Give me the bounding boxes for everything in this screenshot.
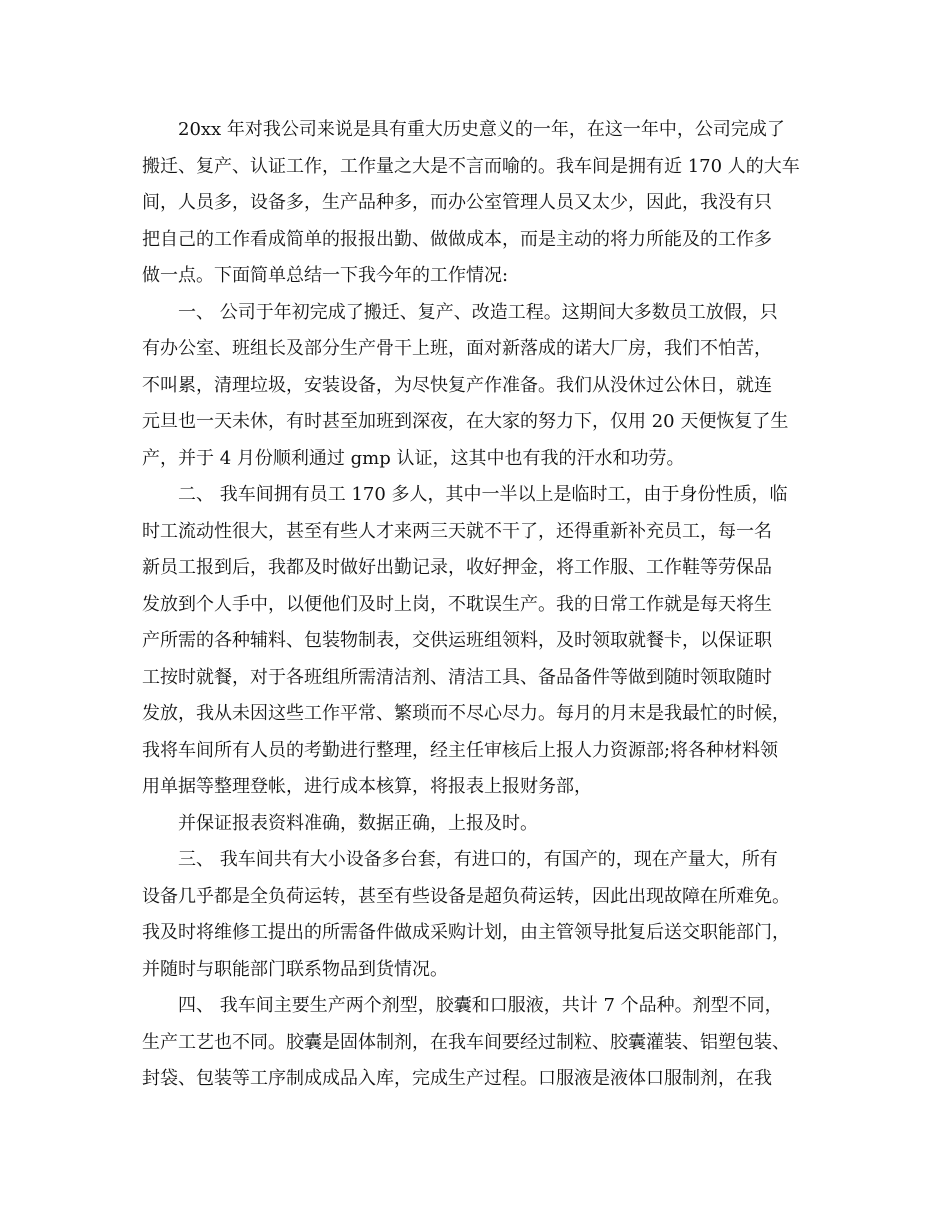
text-line: 时工流动性很大，甚至有些人才来两三天就不干了，还得重新补充员工，每一名	[142, 520, 772, 542]
text-line: 20xx 年对我公司来说是具有重大历史意义的一年，在这一年中，公司完成了	[178, 119, 785, 140]
text-line: 设备几乎都是全负荷运转，甚至有些设备是超负荷运转，因此出现故障在所难免。	[142, 885, 790, 907]
paragraph-section-3	[142, 842, 808, 988]
text-line: 产，并于 4 月份顺利通过 gmp 认证，这其中也有我的汗水和功劳。	[142, 447, 685, 469]
text-line: 产所需的各种辅料、包装物制表，交供运班组领料，及时领取就餐卡，以保证职	[142, 630, 772, 651]
paragraph-intro	[142, 112, 808, 295]
document-body	[142, 112, 808, 1098]
text-line: 我将车间所有人员的考勤进行整理，经主任审核后上报人力资源部;将各种材料领	[142, 739, 779, 761]
text-line: 把自己的工作看成简单的报报出勤、做做成本，而是主动的将力所能及的工作多	[142, 228, 772, 250]
text-line: 我及时将维修工提出的所需备件做成采购计划，由主管领导批复后送交职能部门，	[142, 922, 790, 943]
text-line: 发放到个人手中，以便他们及时上岗，不耽误生产。我的日常工作就是每天将生	[142, 593, 772, 615]
text-line: 二、 我车间拥有员工 170 多人，其中一半以上是临时工，由于身份性质，临	[178, 484, 788, 505]
text-line: 新员工报到后，我都及时做好出勤记录，收好押金，将工作服、工作鞋等劳保品	[142, 557, 772, 578]
text-line: 封袋、包装等工序制成成品入库，完成生产过程。口服液是液体口服制剂，在我	[142, 1068, 772, 1089]
paragraph-section-4	[142, 988, 808, 1098]
paragraph-section-2-continued	[142, 806, 808, 843]
text-line: 不叫累，清理垃圾，安装设备，为尽快复产作准备。我们从没休过公休日，就连	[142, 374, 772, 396]
text-line: 间，人员多，设备多，生产品种多，而办公室管理人员又太少，因此，我没有只	[142, 192, 772, 213]
text-line: 三、 我车间共有大小设备多台套，有进口的，有国产的，现在产量大，所有	[178, 849, 778, 870]
paragraph-section-1	[142, 295, 808, 478]
text-line: 并保证报表资料准确，数据正确，上报及时。	[178, 812, 538, 834]
text-line: 并随时与职能部门联系物品到货情况。	[142, 958, 448, 980]
paragraph-section-2	[142, 477, 808, 806]
text-line: 发放，我从未因这些工作平常、繁琐而不尽心尽力。每月的月末是我最忙的时候，	[142, 703, 790, 724]
text-line: 生产工艺也不同。胶囊是固体制剂，在我车间要经过制粒、胶囊灌装、铝塑包装、	[142, 1031, 790, 1053]
text-line: 元旦也一天未休，有时甚至加班到深夜，在大家的努力下，仅用 20 天便恢复了生	[142, 411, 789, 432]
text-line: 搬迁、复产、认证工作，工作量之大是不言而喻的。我车间是拥有近 170 人的大车	[142, 155, 800, 177]
text-line: 工按时就餐，对于各班组所需清洁剂、清洁工具、备品备件等做到随时领取随时	[142, 666, 772, 688]
text-line: 用单据等整理登帐，进行成本核算，将报表上报财务部，	[142, 776, 592, 797]
text-line: 一、 公司于年初完成了搬迁、复产、改造工程。这期间大多数员工放假，只	[178, 301, 778, 323]
text-line: 做一点。下面简单总结一下我今年的工作情况:	[142, 265, 509, 286]
text-line: 四、 我车间主要生产两个剂型，胶囊和口服液，共计 7 个品种。剂型不同，	[178, 995, 783, 1016]
text-line: 有办公室、班组长及部分生产骨干上班，面对新落成的诺大厂房，我们不怕苦，	[142, 338, 772, 359]
